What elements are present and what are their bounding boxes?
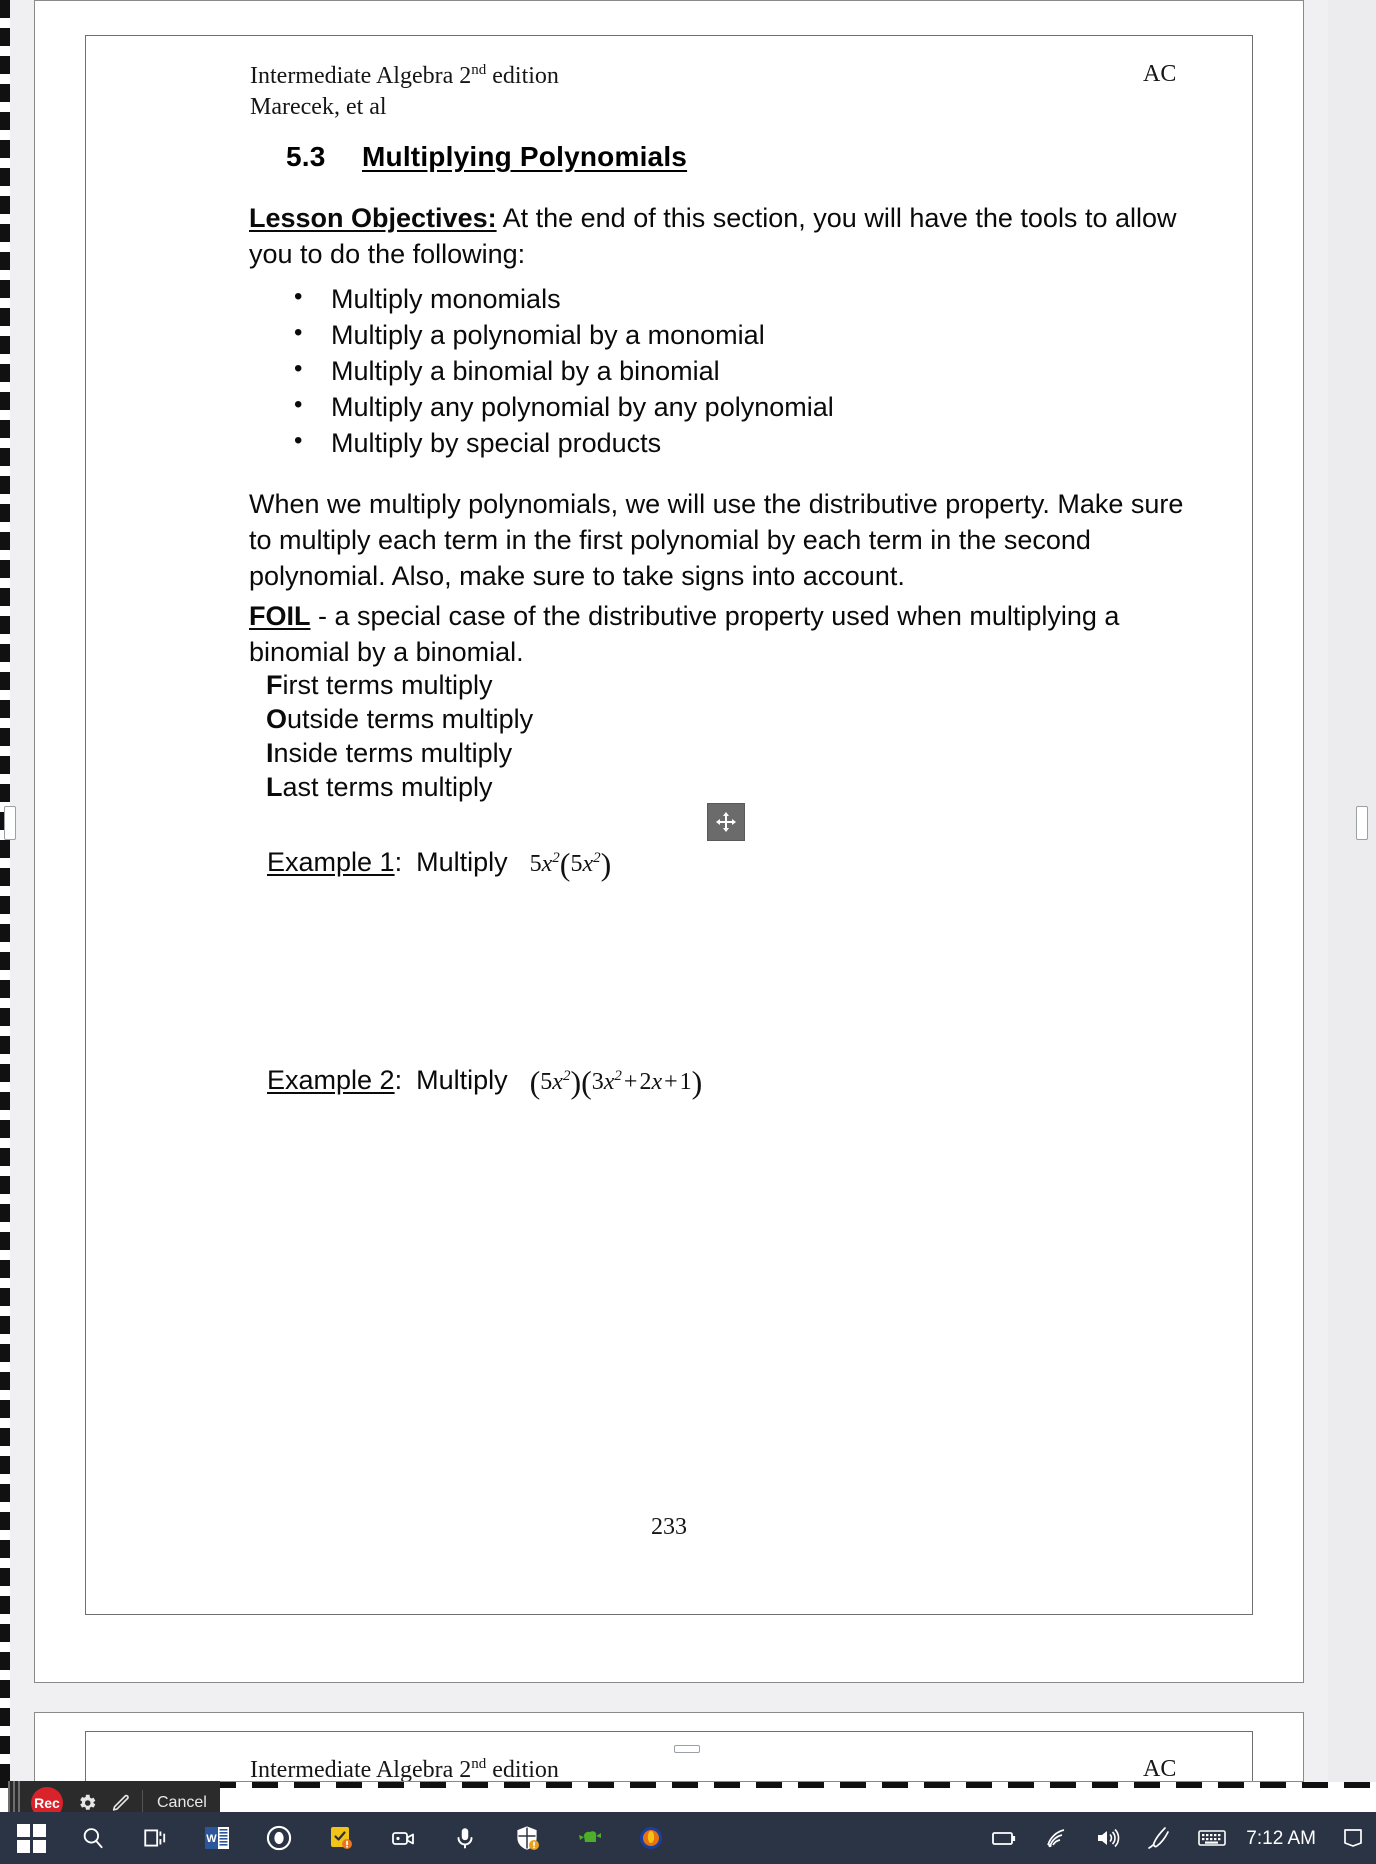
- task-view-icon[interactable]: [124, 1812, 186, 1864]
- lesson-objectives-paragraph: [249, 200, 1209, 272]
- foil-text-outside: utside terms multiply: [287, 704, 534, 734]
- foil-line-inside: [266, 736, 533, 770]
- windows-taskbar: [0, 1812, 1376, 1864]
- record-label: Rec: [31, 1787, 63, 1819]
- ex2-operator-2: +: [664, 1069, 678, 1095]
- ex1-exp-a: 2: [552, 850, 560, 866]
- foil-line-outside: [266, 702, 533, 736]
- ex2-paren2-open: (: [581, 1064, 592, 1100]
- section-title: Multiplying Polynomials: [362, 141, 688, 172]
- ex2-var-2: x: [603, 1069, 615, 1095]
- clock-time: 7:12 AM: [1246, 1827, 1316, 1849]
- microphone-icon[interactable]: [434, 1812, 496, 1864]
- ex1-var-a: x: [541, 851, 553, 877]
- record-app-icon[interactable]: [248, 1812, 310, 1864]
- foil-initial-i: I: [266, 738, 274, 768]
- ex2-coef-1: 5: [540, 1069, 553, 1095]
- capture-resize-handle-bottom[interactable]: [674, 1745, 700, 1753]
- lesson-objectives-label: Lesson Objectives:: [249, 203, 497, 233]
- foil-text-first: irst terms multiply: [282, 670, 493, 700]
- ex2-constant: 1: [679, 1069, 692, 1095]
- foil-text-last: ast terms multiply: [282, 772, 493, 802]
- example-2: [267, 1064, 702, 1101]
- page-number: 233: [651, 1514, 687, 1540]
- ex2-paren1-close: ): [570, 1064, 582, 1100]
- list-item: • Multiply a binomial by a binomial: [286, 353, 1186, 389]
- ex1-exp-b: 2: [593, 850, 601, 866]
- capture-resize-handle-right[interactable]: [1356, 806, 1368, 840]
- watering-can-icon[interactable]: [558, 1812, 620, 1864]
- list-item: • Multiply monomials: [286, 281, 1186, 317]
- pen-icon[interactable]: [1134, 1812, 1186, 1864]
- list-item: • Multiply by special products: [286, 425, 1186, 461]
- foil-line-last: [266, 770, 533, 804]
- document-content: [86, 36, 1252, 1614]
- example-1: [267, 846, 611, 883]
- foil-definition-text: - a special case of the distributive property used when multiplying a binomial by a binomial.: [249, 601, 1120, 667]
- notification-icon[interactable]: [1330, 1812, 1376, 1864]
- header-edition-text: edition: [486, 63, 559, 89]
- next-page-text-frame: [85, 1731, 1253, 1782]
- firefox-icon[interactable]: [620, 1812, 682, 1864]
- header-edition-superscript: nd: [471, 62, 487, 78]
- ex2-coef-3: 2: [639, 1069, 652, 1095]
- section-number: 5.3: [286, 141, 326, 172]
- wifi-icon[interactable]: [1030, 1812, 1082, 1864]
- example-2-verb: Multiply: [416, 1065, 508, 1095]
- foil-line-first: [266, 668, 533, 702]
- header-book-title: Intermediate Algebra 2: [250, 63, 472, 89]
- ex2-var-1: x: [552, 1069, 563, 1095]
- example-1-colon: :: [394, 847, 403, 877]
- ex1-var-b: x: [582, 851, 594, 877]
- battery-icon[interactable]: [978, 1812, 1030, 1864]
- next-page-header-left: [250, 1756, 559, 1782]
- foil-text-inside: nside terms multiply: [273, 738, 513, 768]
- next-header-edition-superscript: nd: [471, 1756, 487, 1772]
- keyboard-icon[interactable]: [1186, 1812, 1238, 1864]
- ex2-paren1-open: (: [529, 1064, 541, 1100]
- ex2-var-3: x: [651, 1069, 663, 1095]
- word-workspace: [10, 0, 1366, 1782]
- next-header-book-title: Intermediate Algebra 2: [250, 1757, 472, 1782]
- ex2-exp-1: 2: [562, 1068, 571, 1084]
- example-2-colon: :: [394, 1065, 403, 1095]
- document-text-frame: [85, 35, 1253, 1615]
- ex2-operator-1: +: [623, 1069, 638, 1095]
- foil-acronym-list: [266, 668, 533, 804]
- ex2-exp-2: 2: [614, 1068, 622, 1084]
- example-2-label: Example 2: [267, 1065, 395, 1095]
- ex1-coef-b: 5: [570, 851, 583, 877]
- capture-border-left: [0, 0, 10, 1791]
- header-author-line: Marecek, et al: [250, 93, 387, 120]
- document-header-left: [250, 61, 559, 122]
- foil-term: FOIL: [249, 601, 311, 631]
- ex2-coef-2: 3: [591, 1069, 604, 1095]
- lesson-objectives-intro: At the end of this section, you will have the tools to allow you to do the following:: [249, 203, 1177, 269]
- windows-logo-icon[interactable]: [0, 1812, 62, 1864]
- lesson-objectives-list: [286, 281, 1186, 461]
- example-1-label: Example 1: [267, 847, 395, 877]
- next-document-page[interactable]: [34, 1712, 1304, 1782]
- volume-icon[interactable]: [1082, 1812, 1134, 1864]
- capture-resize-handle-left[interactable]: [4, 806, 16, 840]
- distributive-property-paragraph: When we multiply polynomials, we will use the distributive property. Make sure to multiply each term in the first polynomial by each term in the second polynomial. Also, make sure to take signs into account.: [249, 489, 1184, 591]
- word-icon[interactable]: [186, 1812, 248, 1864]
- ex1-coef-a: 5: [529, 851, 542, 877]
- cancel-button[interactable]: Cancel: [157, 1794, 207, 1811]
- shield-icon[interactable]: [496, 1812, 558, 1864]
- foil-definition-paragraph: [249, 598, 1209, 670]
- next-page-header-right-mark: AC: [1143, 1756, 1177, 1782]
- ex2-paren2-close: ): [691, 1064, 703, 1100]
- system-tray: [978, 1812, 1238, 1864]
- taskbar-clock[interactable]: [1238, 1828, 1330, 1849]
- move-four-arrows-icon[interactable]: [707, 803, 745, 841]
- search-icon[interactable]: [62, 1812, 124, 1864]
- ex1-paren-close: ): [600, 846, 612, 882]
- ex1-paren-open: (: [559, 846, 571, 882]
- workspace-right-gutter: [1328, 0, 1376, 1782]
- document-header-right-mark: AC: [1143, 61, 1177, 87]
- list-item: • Multiply any polynomial by any polynomial: [286, 389, 1186, 425]
- document-page[interactable]: [34, 0, 1304, 1683]
- section-heading: [286, 141, 687, 173]
- checkmark-note-icon[interactable]: [310, 1812, 372, 1864]
- svg-text:W: W: [206, 1833, 217, 1845]
- list-item: • Multiply a polynomial by a monomial: [286, 317, 1186, 353]
- foil-initial-o: O: [266, 704, 288, 734]
- camera-icon[interactable]: [372, 1812, 434, 1864]
- next-header-edition-text: edition: [486, 1757, 559, 1782]
- example-2-expression: [529, 1064, 703, 1100]
- foil-initial-f: F: [266, 670, 283, 700]
- foil-initial-l: L: [266, 772, 283, 802]
- example-1-expression: [529, 846, 612, 882]
- header-book-line: [250, 61, 559, 92]
- example-1-verb: Multiply: [416, 847, 508, 877]
